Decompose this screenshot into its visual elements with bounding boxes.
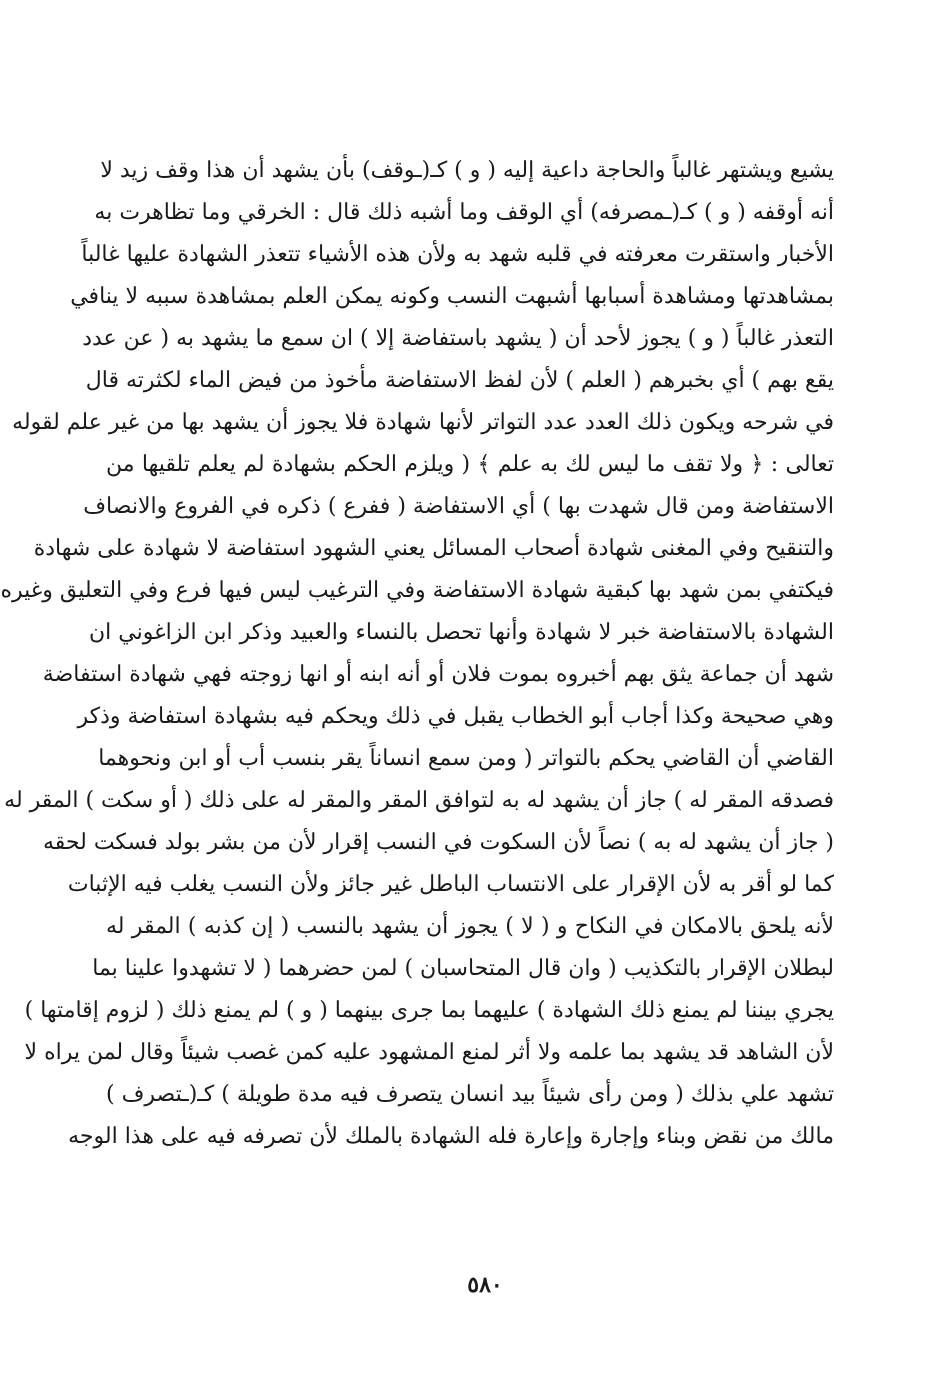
text-line-23: تشهد علي بذلك ( ومن رأى شيئاً بيد انسان يتصرف فيه مدة طويلة ) كـ(ـتصرف ) <box>106 1082 834 1107</box>
text-line-20: لبطلان الإقرار بالتكذيب ( وان قال المتحاسبان ) لمن حضرهما ( لا تشهدوا علينا بما <box>92 956 834 981</box>
text-line-11: فيكتفي بمن شهد بها كبقية شهادة الاستفاضة وفي الترغيب ليس فيها فرع وفي التعليق وغيره <box>0 578 834 603</box>
text-line-22: لأن الشاهد قد يشهد بما علمه ولا أثر لمنع المشهود عليه كمن غصب شيئاً وقال لمن يراه لا <box>24 1040 834 1065</box>
text-line-10: والتنقيح وفي المغنى شهادة أصحاب المسائل يعني الشهود استفاضة لا شهادة على شهادة <box>33 536 834 561</box>
text-line-8: تعالى : ﴿ ولا تقف ما ليس لك به علم ﴾ ( ويلزم الحكم بشهادة لم يعلم تلقيها من <box>106 452 834 477</box>
text-line-12: الشهادة بالاستفاضة خبر لا شهادة وأنها تحصل بالنساء والعبيد وذكر ابن الزاغوني ان <box>89 620 834 645</box>
text-line-3: الأخبار واستقرت معرفته في قلبه شهد به ولأن هذه الأشياء تتعذر الشهادة عليها غالباً <box>81 242 834 267</box>
text-line-9: الاستفاضة ومن قال شهدت بها ) أي الاستفاضة ( ففرع ) ذكره في الفروع والانصاف <box>83 494 834 519</box>
text-line-24: مالك من نقض وبناء وإجارة وإعارة فله الشهادة بالملك لأن تصرفه فيه على هذا الوجه <box>68 1124 834 1149</box>
text-line-6: يقع بهم ) أي بخبرهم ( العلم ) لأن لفظ الاستفاضة مأخوذ من فيض الماء لكثرته قال <box>85 368 834 393</box>
text-line-19: لأنه يلحق بالامكان في النكاح و ( لا ) يجوز أن يشهد بالنسب ( إن كذبه ) المقر له <box>106 914 834 939</box>
text-line-5: التعذر غالباً ( و ) يجوز لأحد أن ( يشهد باستفاضة إلا ) ان سمع ما يشهد به ( عن عدد <box>82 326 834 351</box>
text-line-17: ( جاز أن يشهد له به ) نصاً لأن السكوت في النسب إقرار لأن من بشر بولد فسكت لحقه <box>43 830 834 855</box>
text-line-18: كما لو أقر به لأن الإقرار على الانتساب الباطل غير جائز ولأن النسب يغلب فيه الإثبات <box>67 872 834 897</box>
text-line-4: بمشاهدتها ومشاهدة أسبابها أشبهت النسب وكونه يمكن العلم بمشاهدة سببه لا ينافي <box>70 284 834 309</box>
text-line-14: وهي صحيحة وكذا أجاب أبو الخطاب يقبل في ذلك ويحكم فيه بشهادة استفاضة وذكر <box>77 704 834 729</box>
text-line-2: أنه أوقفه ( و ) كـ(ـمصرفه) أي الوقف وما أشبه ذلك قال : الخرقي وما تظاهرت به <box>94 200 834 225</box>
text-line-1: يشيع ويشتهر غالباً والحاجة داعية إليه ( و ) كـ(ـوقف) بأن يشهد أن هذا وقف زيد لا <box>100 158 834 183</box>
body-text <box>0 150 834 1158</box>
page-number: ٥٨٠ <box>467 1272 503 1298</box>
text-line-15: القاضي أن القاضي يحكم بالتواتر ( ومن سمع انساناً يقر بنسب أب أو ابن ونحوهما <box>98 746 834 771</box>
text-line-21: يجري بيننا لم يمنع ذلك الشهادة ) عليهما بما جرى بينهما ( و ) لم يمنع ذلك ( لزوم إقامتها ) <box>24 998 834 1023</box>
text-line-13: شهد أن جماعة يثق بهم أخبروه بموت فلان أو أنه ابنه أو انها زوجته فهي شهادة استفاضة <box>42 662 834 687</box>
text-line-7: في شرحه ويكون ذلك العدد عدد التواتر لأنها شهادة فلا يجوز أن يشهد بها من غير علم لقوله <box>12 410 834 435</box>
text-line-16: فصدقه المقر له ) جاز أن يشهد له به لتوافق المقر والمقر له على ذلك ( أو سكت ) المقر له <box>4 788 834 813</box>
